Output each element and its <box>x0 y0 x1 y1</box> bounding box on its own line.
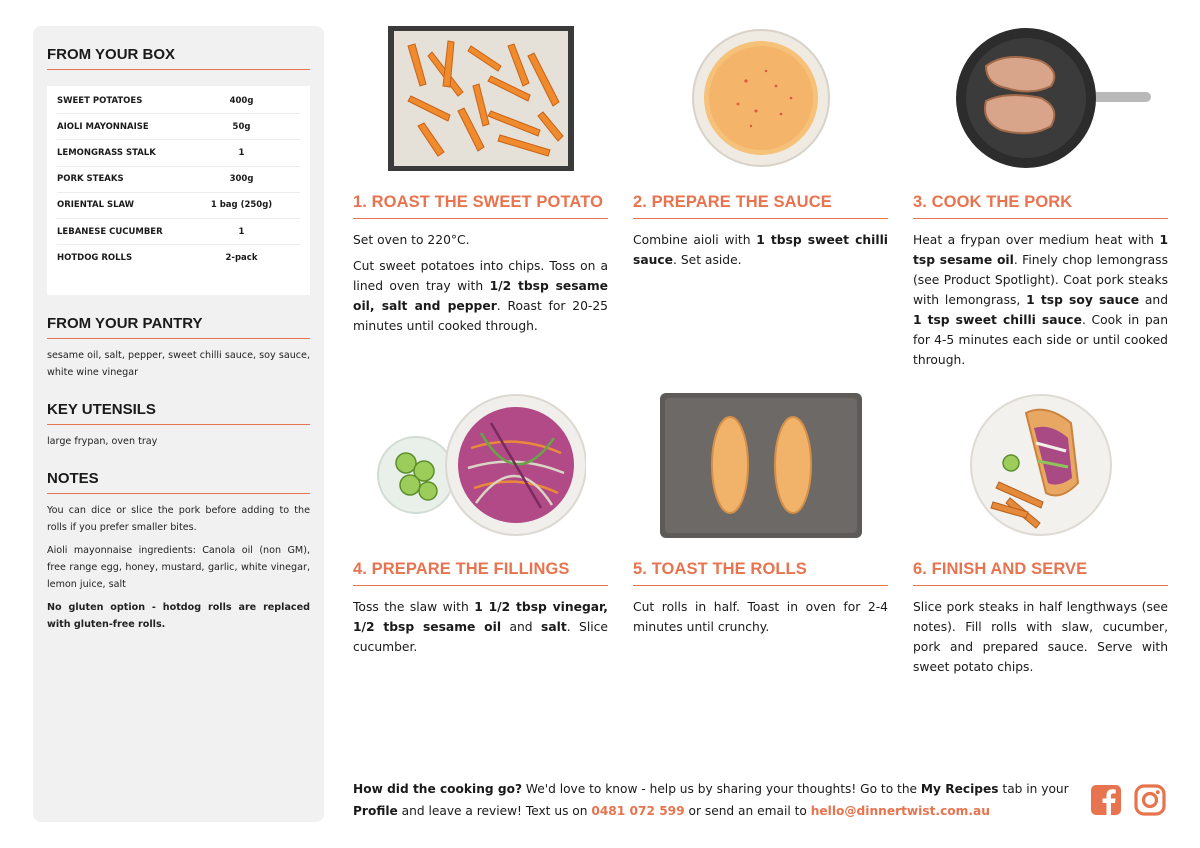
my-recipes-link[interactable]: My Recipes <box>920 782 999 796</box>
step-2-title: 2. PREPARE THE SAUCE <box>633 193 888 219</box>
ingredient-qty: 1 bag (250g) <box>210 200 273 211</box>
step-3 <box>913 26 1168 370</box>
instagram-icon[interactable] <box>1134 784 1166 816</box>
step-1-text-p1: Set oven to 220°C. <box>353 233 470 247</box>
facebook-icon[interactable] <box>1090 784 1122 816</box>
text-run: and <box>501 620 541 634</box>
ingredient-name: PORK STEAKS <box>57 174 124 185</box>
text-bold: 1 tbsp sweet chilli sauce <box>633 233 889 267</box>
ingredient-qty: 300g <box>229 174 254 185</box>
profile-link[interactable]: Profile <box>353 804 398 818</box>
step-1-title: 1. ROAST THE SWEET POTATO <box>353 193 608 219</box>
ingredient-name: ORIENTAL SLAW <box>57 200 135 211</box>
step-2-photo <box>633 26 888 171</box>
step-6-photo <box>913 393 1168 538</box>
ingredient-name: LEBANESE CUCUMBER <box>57 226 163 237</box>
text-run: . Roast for 20-25 minutes until cooked through. <box>353 299 608 333</box>
pantry-section <box>47 315 310 381</box>
ingredient-qty: 50g <box>232 121 251 132</box>
step-6-title: 6. FINISH AND SERVE <box>913 560 1168 586</box>
pantry-heading: FROM YOUR PANTRY <box>47 315 310 339</box>
utensils-text: large frypan, oven tray <box>47 436 158 447</box>
note: Aioli mayonnaise ingredients: Canola oil (non GM), free range egg, honey, mustard, garlic, white vinegar, lemon juice, salt <box>47 545 310 590</box>
text-run: Cut sweet potatoes into chips. Toss on a lined oven tray with <box>353 259 608 293</box>
ingredient-row <box>57 219 300 245</box>
step-6-text <box>913 597 1168 677</box>
step-5-title: 5. TOAST THE ROLLS <box>633 560 888 586</box>
step-4-title: 4. PREPARE THE FILLINGS <box>353 560 608 586</box>
ingredient-name: SWEET POTATOES <box>57 95 143 106</box>
pantry-text: sesame oil, salt, pepper, sweet chilli sauce, soy sauce, white wine vinegar <box>47 350 310 378</box>
step-4 <box>353 393 608 657</box>
step-2-text-p <box>633 230 888 270</box>
phone-link[interactable]: 0481 072 599 <box>591 804 685 818</box>
text-run: . Set aside. <box>673 253 742 267</box>
utensils-section <box>47 401 310 450</box>
sidebar <box>33 26 324 822</box>
ingredient-row <box>57 245 300 271</box>
footer-feedback <box>353 778 1083 822</box>
text-run: We'd love to know - help us by sharing your thoughts! Go to the <box>522 782 921 796</box>
text-run: . Slice cucumber. <box>353 620 608 654</box>
step-1-photo <box>353 26 608 171</box>
ingredient-qty: 1 <box>238 147 245 158</box>
ingredient-row <box>57 140 300 166</box>
step-5 <box>633 393 888 637</box>
step-3-photo <box>913 26 1168 171</box>
step-2 <box>633 26 888 270</box>
step-1-text-p2 <box>353 256 608 336</box>
footer-question: How did the cooking go? <box>353 782 523 796</box>
social-links <box>1090 784 1166 816</box>
text-run: Combine aioli with <box>633 233 757 247</box>
text-run: . Cook in pan for 4-5 minutes each side or until cooked through. <box>913 313 1169 367</box>
ingredient-row <box>57 114 300 140</box>
text-run: . Finely chop lemongrass (see Product Spotlight). Coat pork steaks with lemongrass, <box>913 253 1168 307</box>
ingredient-row <box>57 167 300 193</box>
step-2-text <box>633 230 888 270</box>
text-run: or send an email to <box>684 804 811 818</box>
utensils-heading: KEY UTENSILS <box>47 401 310 425</box>
step-5-photo <box>633 393 888 538</box>
note: You can dice or slice the pork before adding to the rolls if you prefer smaller bites. <box>47 505 310 533</box>
ingredient-qty: 2-pack <box>225 253 258 264</box>
ingredient-name: AIOLI MAYONNAISE <box>57 121 149 132</box>
step-6-text-p: Slice pork steaks in half lengthways (see notes). Fill rolls with slaw, cucumber, pork and prepared sauce. Serve with sweet potato chips. <box>913 600 1168 674</box>
step-3-text <box>913 230 1168 370</box>
step-1-text <box>353 230 608 336</box>
notes-heading: NOTES <box>47 470 310 494</box>
text-run: Heat a frypan over medium heat with <box>913 233 1160 247</box>
text-bold: 1/2 tbsp sesame oil, salt and pepper <box>353 279 608 313</box>
text-bold: 1 1/2 tbsp vinegar, 1/2 tbsp sesame oil <box>353 600 608 634</box>
text-bold: salt <box>541 620 567 634</box>
text-run: tab in your <box>998 782 1069 796</box>
text-run: Toss the slaw with <box>353 600 475 614</box>
ingredient-row <box>57 193 300 219</box>
step-5-text-p: Cut rolls in half. Toast in oven for 2-4 minutes until crunchy. <box>633 600 888 634</box>
text-run: and leave a review! Text us on <box>397 804 592 818</box>
ingredient-name: LEMONGRASS STALK <box>57 147 156 158</box>
step-5-text <box>633 597 888 637</box>
text-bold: 1 tsp sesame oil <box>913 233 1168 267</box>
step-4-text-p <box>353 597 608 657</box>
text-bold: 1 tsp sweet chilli sauce <box>913 313 1082 327</box>
step-1 <box>353 26 608 336</box>
box-heading: FROM YOUR BOX <box>47 46 310 70</box>
step-4-text <box>353 597 608 657</box>
notes-section <box>47 470 310 633</box>
step-3-title: 3. COOK THE PORK <box>913 193 1168 219</box>
ingredients-table <box>47 86 310 295</box>
ingredient-qty: 400g <box>229 95 254 106</box>
ingredient-qty: 1 <box>238 226 245 237</box>
email-link[interactable]: hello@dinnertwist.com.au <box>810 804 990 818</box>
ingredient-row <box>57 88 300 114</box>
text-bold: 1 tsp soy sauce <box>1026 293 1140 307</box>
step-6 <box>913 393 1168 677</box>
ingredient-name: HOTDOG ROLLS <box>57 253 133 264</box>
text-run: and <box>1139 293 1168 307</box>
note-gluten: No gluten option - hotdog rolls are replaced with gluten-free rolls. <box>47 602 310 630</box>
step-3-text-p <box>913 230 1168 370</box>
step-4-photo <box>353 393 608 538</box>
